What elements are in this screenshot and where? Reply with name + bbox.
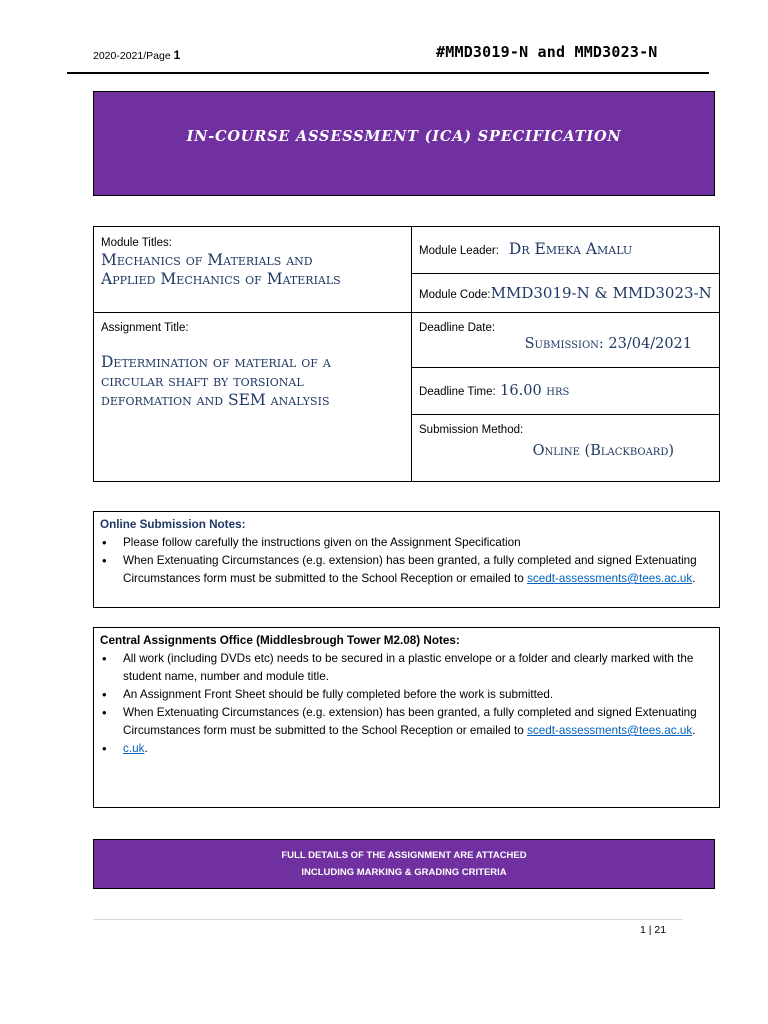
c-uk-link[interactable]: c.uk (123, 742, 145, 755)
central-note-2-text: An Assignment Front Sheet should be fully completed before the work is submitted. (123, 688, 554, 701)
assessments-email-link-2[interactable]: scedt-assessments@tees.ac.uk (527, 724, 693, 737)
assignment-title-line-3: deformation and SEM analysis (101, 391, 330, 409)
online-submission-notes (93, 511, 720, 608)
central-assignments-notes (93, 627, 720, 808)
assignment-title-value (101, 353, 404, 410)
deadline-time-label: Deadline Time: (419, 386, 496, 398)
header-module-codes: #MMD3019-N and MMD3023-N (436, 43, 658, 61)
central-notes-heading: Central Assignments Office (Middlesbrough Tower M2.08) Notes: (100, 634, 460, 647)
central-note-1-text: All work (including DVDs etc) needs to be secured in a plastic envelope or a folder and clearly marked with the student name, number and module title. (123, 652, 694, 683)
list-item (100, 650, 713, 686)
header-page-number: 1 (173, 48, 181, 62)
module-titles-label: Module Titles: (101, 237, 172, 249)
module-titles-value (101, 251, 404, 289)
central-note-3-end: . (692, 724, 696, 737)
assignment-title-line-2: circular shaft by torsional (101, 372, 304, 390)
module-code-value: MMD3019-N & MMD3023-N (490, 284, 712, 302)
header-year-page-prefix: 2020-2021/Page (93, 50, 174, 62)
deadline-date-label: Deadline Date: (419, 322, 496, 334)
assignment-title-line-1: Determination of material of a (101, 353, 331, 371)
banner-title: IN-COURSE ASSESSMENT (ICA) SPECIFICATION (186, 128, 622, 145)
list-item (100, 704, 713, 740)
module-titles-cell (94, 227, 412, 313)
assignment-title-label: Assignment Title: (101, 322, 189, 334)
list-item (100, 686, 713, 704)
module-info-table (93, 226, 720, 482)
module-code-cell (412, 274, 720, 313)
submission-method-cell (412, 415, 720, 482)
deadline-time-cell (412, 368, 720, 415)
header-divider (67, 72, 709, 74)
module-code-label: Module Code: (419, 289, 491, 301)
central-note-3-text: When Extenuating Circumstances (e.g. extension) has been granted, a fully completed and signed Extenuating Circumstances form must be submitted to the School Reception or emailed to (123, 706, 697, 737)
details-banner-line-1: FULL DETAILS OF THE ASSIGNMENT ARE ATTACHED (281, 850, 527, 861)
submission-method-value: Online (Blackboard) (532, 443, 674, 459)
module-title-line-2: Applied Mechanics of Materials (101, 270, 341, 288)
online-notes-heading: Online Submission Notes: (100, 518, 246, 531)
assignment-title-cell (94, 313, 412, 482)
list-item (100, 552, 713, 588)
submission-method-label: Submission Method: (419, 424, 524, 436)
details-attached-banner (93, 839, 715, 889)
assessments-email-link[interactable]: scedt-assessments@tees.ac.uk (527, 572, 693, 585)
deadline-time-value: 16.00 hrs (500, 383, 570, 399)
list-item (100, 534, 713, 552)
module-title-line-1: Mechanics of Materials and (101, 251, 313, 269)
online-notes-list (100, 534, 713, 588)
online-note-2-text: When Extenuating Circumstances (e.g. extension) has been granted, a fully completed and signed Extenuating Circumstances form must be submitted to the School Reception or emailed to (123, 554, 697, 585)
module-leader-label: Module Leader: (419, 245, 499, 257)
list-item (100, 740, 713, 758)
online-note-1-text: Please follow carefully the instructions given on the Assignment Specification (123, 536, 521, 549)
online-note-2-end: . (692, 572, 696, 585)
deadline-date-cell (412, 313, 720, 368)
module-leader-value: Dr Emeka Amalu (508, 240, 633, 258)
central-note-4-end: . (144, 742, 148, 755)
module-leader-cell (412, 227, 720, 274)
title-banner (93, 91, 715, 196)
footer-divider (93, 919, 683, 920)
central-notes-list (100, 650, 713, 758)
deadline-date-value: Submission: 23/04/2021 (524, 336, 692, 352)
page-indicator: 1 | 21 (640, 924, 667, 936)
details-banner-line-2: INCLUDING MARKING & GRADING CRITERIA (301, 867, 507, 878)
header-year-page (93, 48, 180, 62)
